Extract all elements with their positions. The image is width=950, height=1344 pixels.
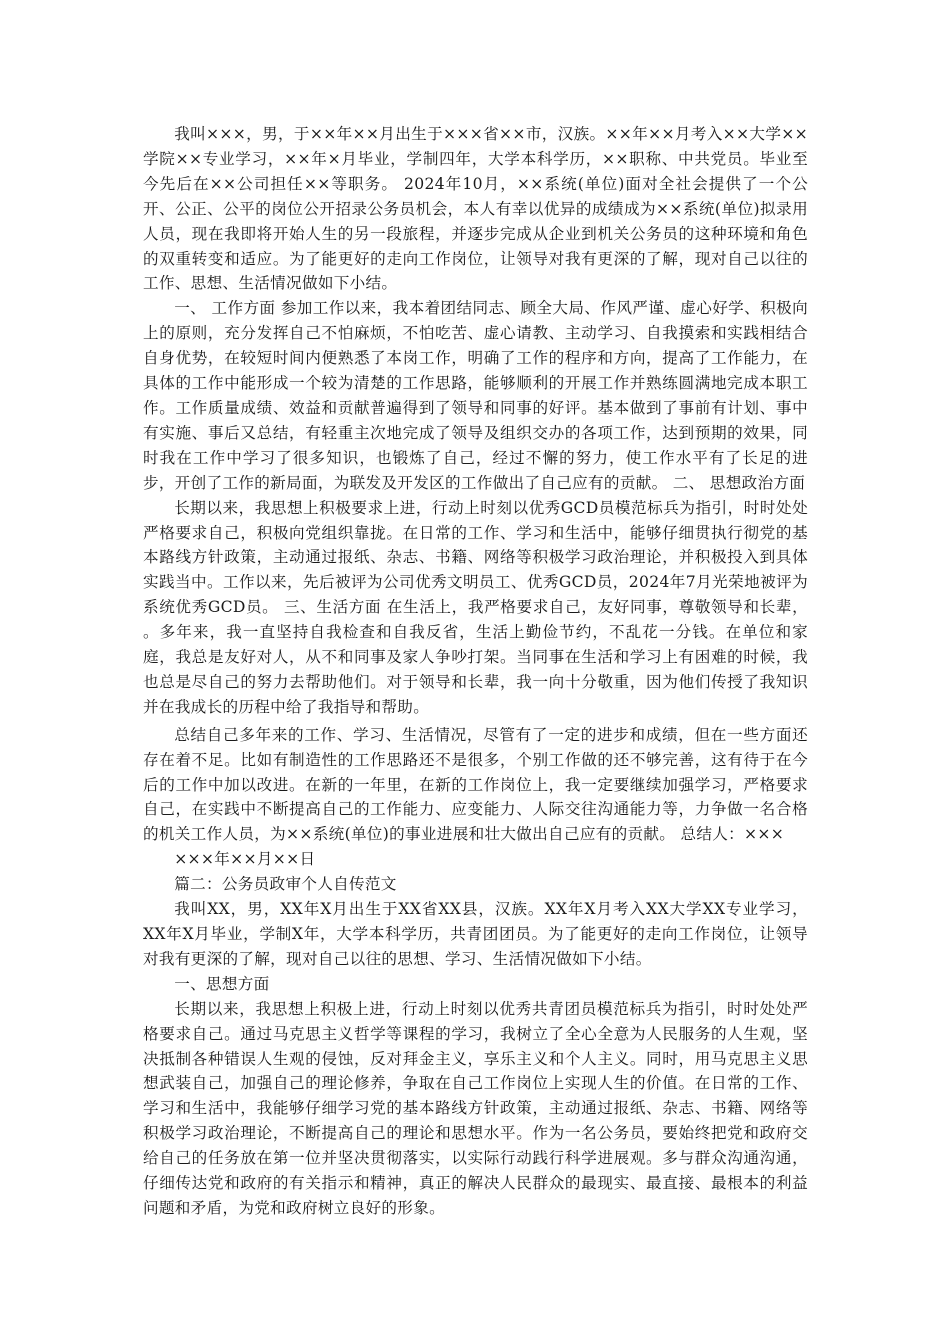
paragraph-intro: 我叫×××，男，于××年××月出生于×××省××市，汉族。××年××月考入××大学××学院××专业学习，××年×月毕业，学制四年，大学本科学历，××职称、中共党员。毕业至今先后在××公司担任××等职务。 2024年10月，××系统(单位)面对全社会提供了一个公开、公正、公平的岗位公开招录公务员机会，本人有幸以优异的成绩成为××系统(单位)拟录用人员，现在我即将开始人生的另一段旅程，并逐步完成从企业到机关公务员的这种环境和角色的双重转变和适应。为了能更好的走向工作岗位，让领导对我有更深的了解，现对自己以往的工作、思想、生活情况做如下小结。	[143, 125, 808, 293]
section-title-part-two: 篇二：公务员政审个人自传范文	[174, 875, 397, 894]
paragraph-part-two-intro: 我叫XX，男，XX年X月出生于XX省XX县，汉族。XX年X月考入XX大学XX专业学习，XX年X月毕业，学制X年，大学本科学历，共青团团员。为了能更好的走向工作岗位，让领导对我有更深的了解，现对自己以往的思想、学习、生活情况做如下小结。	[143, 900, 808, 968]
paragraph-summary: 总结自己多年来的工作、学习、生活情况，尽管有了一定的进步和成绩，但在一些方面还存在着不足。比如有制造性的工作思路还不是很多，个别工作做的还不够完善，这有待于在今后的工作中加以改进。在新的一年里，在新的工作岗位上，我一定要继续加强学习，严格要求自己，在实践中不断提高自己的工作能力、应变能力、人际交往沟通能力等，力争做一名合格的机关工作人员，为××系统(单位)的事业进展和壮大做出自己应有的贡献。 总结人：×××	[143, 725, 808, 844]
paragraph-thought: 长期以来，我思想上积极上进，行动上时刻以优秀共青团员模范标兵为指引，时时处处严格要求自己。通过马克思主义哲学等课程的学习，我树立了全心全意为人民服务的人生观，坚决抵制各种错误人生观的侵蚀，反对拜金主义，享乐主义和个人主义。同时，用马克思主义思想武装自己，加强自己的理论修养，争取在自己工作岗位上实现人生的价值。在日常的工作、学习和生活中，我能够仔细学习党的基本路线方针政策，主动通过报纸、杂志、书籍、网络等积极学习政治理论，不断提高自己的理论和思想水平。作为一名公务员，要始终把党和政府交给自己的任务放在第一位并坚决贯彻落实，以实际行动践行科学进展观。多与群众沟通沟通，仔细传达党和政府的有关指示和精神，真正的解决人民群众的最现实、最直接、最根本的利益问题和矛盾，为党和政府树立良好的形象。	[143, 999, 808, 1217]
heading-thought: 一、思想方面	[174, 974, 270, 993]
paragraph-political-life: 长期以来，我思想上积极要求上进，行动上时刻以优秀GCD员模范标兵为指引，时时处处严格要求自己，积极向党组织靠拢。在日常的工作、学习和生活中，能够仔细贯执行彻党的基本路线方针政策，主动通过报纸、杂志、书籍、网络等积极学习政治理论，并积极投入到具体实践当中。工作以来，先后被评为公司优秀文明员工、优秀GCD员，2024年7月光荣地被评为系统优秀GCD员。 三、生活方面 在生活上，我严格要求自己，友好同事，尊敬领导和长辈， 。多年来，我一直坚持自我检查和自我反省，生活上勤俭节约，不乱花一分钱。在单位和家庭，我总是友好对人，从不和同事及家人争吵打架。当同事在生活和学习上有困难的时候，我也总是尽自己的努力去帮助他们。对于领导和长辈，我一向十分敬重，因为他们传授了我知识并在我成长的历程中给了我指导和帮助。	[143, 498, 808, 716]
signature-date: ×××年××月××日	[174, 850, 316, 869]
document-body	[143, 122, 808, 1221]
paragraph-work: 一、 工作方面 参加工作以来，我本着团结同志、顾全大局、作风严谨、虚心好学、积极向上的原则，充分发挥自己不怕麻烦，不怕吃苦、虚心请教、主动学习、自我摸索和实践相结合自身优势，在较短时间内便熟悉了本岗工作，明确了工作的程序和方向，提高了工作能力，在具体的工作中能形成一个较为清楚的工作思路，能够顺利的开展工作并熟练圆满地完成本职工作。工作质量成绩、效益和贡献普遍得到了领导和同事的好评。基本做到了事前有计划、事中有实施、事后又总结，有轻重主次地完成了领导及组织交办的各项工作，达到预期的效果，同时我在工作中学习了很多知识，也锻炼了自己，经过不懈的努力，使工作水平有了长足的进步，开创了工作的新局面，为联发及开发区的工作做出了自己应有的贡献。 二、 思想政治方面	[143, 299, 808, 492]
